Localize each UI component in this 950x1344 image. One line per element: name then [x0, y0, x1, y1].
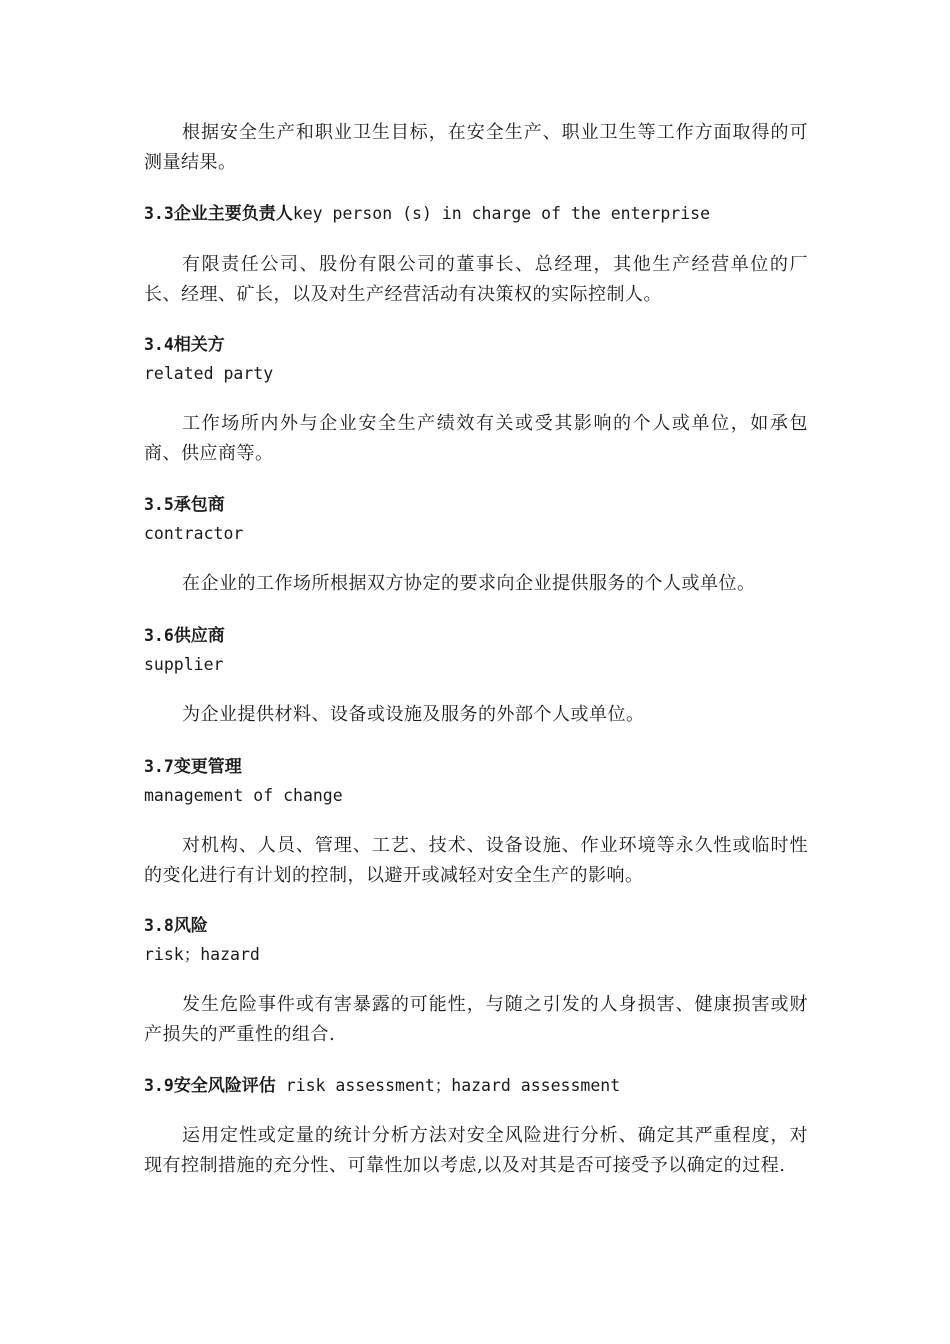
term-number: 3.7: [144, 757, 174, 776]
term-english-3-5: contractor: [144, 524, 244, 543]
term-english-3-7: management of change: [144, 786, 343, 805]
term-number: 3.9: [144, 1076, 174, 1095]
term-heading-3-9: [144, 1071, 620, 1101]
term-number: 3.6: [144, 626, 174, 645]
term-chinese: 相关方: [173, 335, 225, 355]
term-heading-3-8: [144, 911, 208, 941]
term-english-3-4: related party: [144, 364, 274, 383]
paragraph-3-8-definition: 发生危险事件或有害暴露的可能性，与随之引发的人身损害、健康损害或财产损失的严重性的组合.: [144, 994, 808, 1045]
term-chinese: 供应商: [173, 626, 225, 646]
term-chinese: 承包商: [173, 495, 225, 515]
term-chinese: 企业主要负责人: [173, 204, 293, 224]
term-heading-3-6: [144, 621, 225, 651]
term-chinese: 变更管理: [173, 757, 242, 777]
paragraph-3-4-definition: 工作场所内外与企业安全生产绩效有关或受其影响的个人或单位，如承包商、供应商等。: [144, 413, 808, 464]
term-heading-3-7: [144, 752, 242, 782]
term-chinese: 安全风险评估: [173, 1076, 276, 1096]
term-english: key person (s) in charge of the enterprise: [292, 204, 711, 223]
term-heading-3-3: [144, 199, 710, 229]
term-number: 3.3: [144, 204, 174, 223]
paragraph-3-6-definition: 为企业提供材料、设备或设施及服务的外部个人或单位。: [182, 704, 645, 725]
term-number: 3.5: [144, 495, 174, 514]
paragraph-3-3-definition: 有限责任公司、股份有限公司的董事长、总经理，其他生产经营单位的厂长、经理、矿长，以及对生产经营活动有决策权的实际控制人。: [144, 254, 808, 305]
paragraph-3-7-definition: 对机构、人员、管理、工艺、技术、设备设施、作业环境等永久性或临时性的变化进行有计划的控制，以避开或减轻对安全生产的影响。: [144, 835, 808, 886]
term-heading-3-5: [144, 490, 225, 520]
term-english-3-8: risk；hazard: [144, 945, 260, 964]
term-chinese: 风险: [173, 916, 208, 936]
term-number: 3.4: [144, 335, 174, 354]
term-english-3-6: supplier: [144, 655, 224, 674]
paragraph-3-2-definition: 根据安全生产和职业卫生目标，在安全生产、职业卫生等工作方面取得的可测量结果。: [144, 122, 808, 173]
term-english: risk assessment；hazard assessment: [275, 1076, 621, 1095]
term-heading-3-4: [144, 330, 225, 360]
term-number: 3.8: [144, 916, 174, 935]
paragraph-3-5-definition: 在企业的工作场所根据双方协定的要求向企业提供服务的个人或单位。: [182, 573, 756, 594]
paragraph-3-9-definition: 运用定性或定量的统计分析方法对安全风险进行分析、确定其严重程度，对现有控制措施的充分性、可靠性加以考虑,以及对其是否可接受予以确定的过程.: [144, 1125, 808, 1176]
